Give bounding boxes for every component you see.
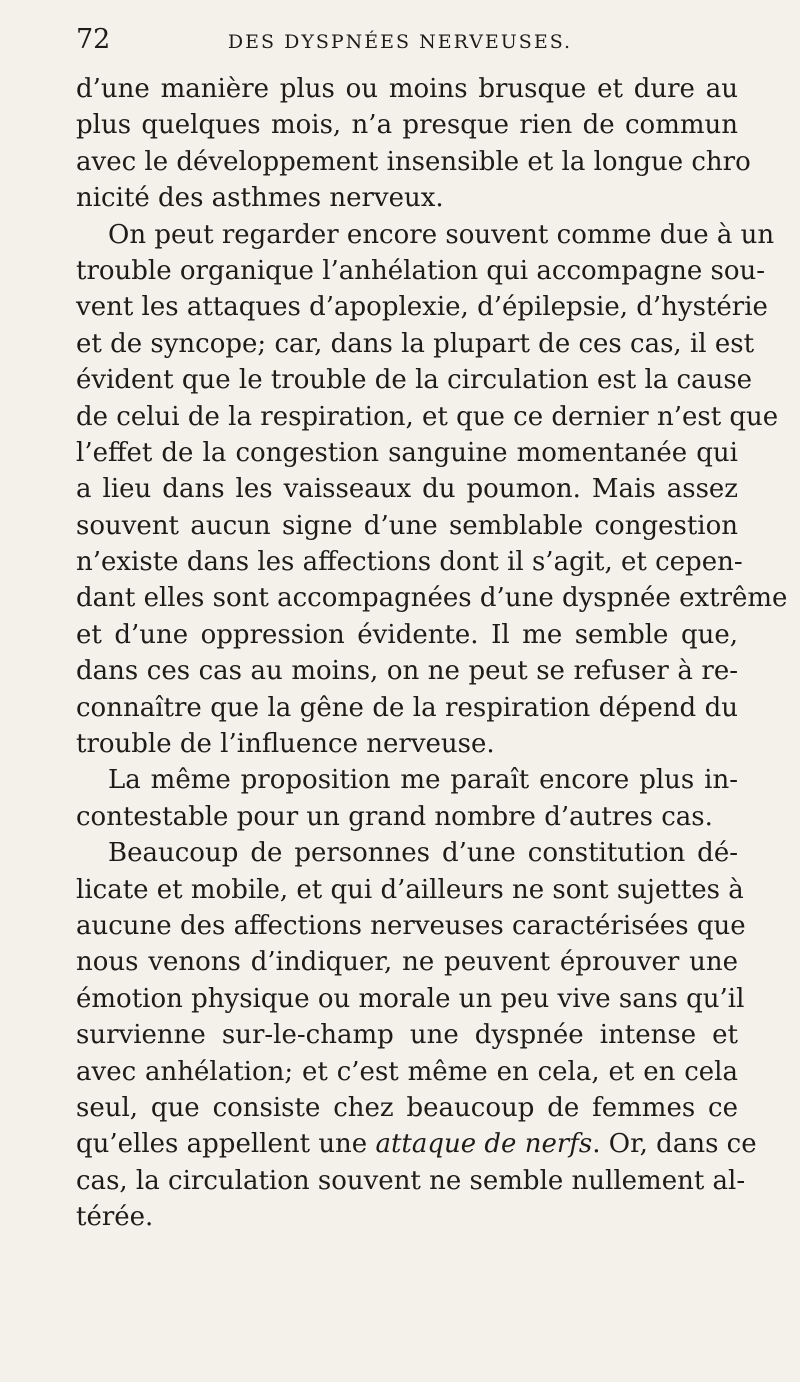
body-text	[76, 71, 788, 1236]
text-line: survienne sur-le-champ une dyspnée intense et	[76, 1020, 738, 1051]
text-line: contestable pour un grand nombre d’autres cas.	[76, 801, 713, 832]
text-line: vent les attaques d’apoplexie, d’épilepsie, d’hystérie	[76, 292, 768, 323]
text-segment: qu’elles appellent une	[76, 1129, 368, 1160]
text-line: cas, la circulation souvent ne semble nullement al-	[76, 1165, 746, 1196]
text-line: nous venons d’indiquer, ne peuvent éprouver une	[76, 947, 738, 978]
text-line: dant elles sont accompagnées d’une dyspnée extrême	[76, 583, 788, 614]
italic-phrase: attaque de nerfs	[375, 1129, 593, 1160]
text-line: et de syncope; car, dans la plupart de ces cas, il est	[76, 328, 755, 359]
text-line: émotion physique ou morale un peu vive sans qu’il	[76, 983, 745, 1014]
paragraph-start-line: On peut regarder encore souvent comme due à un	[108, 219, 775, 250]
text-line: connaître que la gêne de la respiration dépend du	[76, 692, 738, 723]
text-line: d’une manière plus ou moins brusque et dure au	[76, 74, 738, 104]
text-line: licate et mobile, et qui d’ailleurs ne sont sujettes à	[76, 874, 744, 905]
running-title: DES DYSPNÉES NERVEUSES.	[227, 31, 573, 53]
text-line: l’effet de la congestion sanguine momentanée qui	[76, 437, 738, 468]
text-line: n’existe dans les affections dont il s’agit, et cepen-	[76, 547, 743, 578]
text-line: trouble organique l’anhélation qui accompagne sou-	[76, 255, 766, 286]
text-line: térée.	[76, 1202, 154, 1233]
text-line: avec le développement insensible et la longue chro	[76, 146, 751, 177]
text-line: évident que le trouble de la circulation est la cause	[76, 365, 753, 396]
text-line: souvent aucun signe d’une semblable congestion	[76, 510, 738, 541]
text-line: dans ces cas au moins, on ne peut se refuser à re-	[76, 656, 738, 687]
text-line: aucune des affections nerveuses caractérisées que	[76, 910, 746, 941]
paragraph-start-line: La même proposition me paraît encore plus in-	[108, 765, 738, 796]
text-line-with-italic	[76, 1126, 757, 1162]
text-segment: . Or, dans ce	[592, 1129, 757, 1160]
text-line: avec anhélation; et c’est même en cela, et en cela	[76, 1056, 738, 1087]
text-line: trouble de l’influence nerveuse.	[76, 729, 495, 760]
text-line: et d’une oppression évidente. Il me semble que,	[76, 619, 738, 650]
text-line: seul, que consiste chez beaucoup de femmes ce	[76, 1092, 738, 1123]
text-line: plus quelques mois, n’a presque rien de commun	[76, 110, 738, 141]
page-number: 72	[76, 24, 111, 55]
text-line: nicité des asthmes nerveux.	[76, 183, 444, 214]
text-line: a lieu dans les vaisseaux du poumon. Mais assez	[76, 474, 738, 505]
text-line: de celui de la respiration, et que ce dernier n’est que	[76, 401, 779, 432]
paragraph-start-line: Beaucoup de personnes d’une constitution dé-	[108, 838, 738, 869]
